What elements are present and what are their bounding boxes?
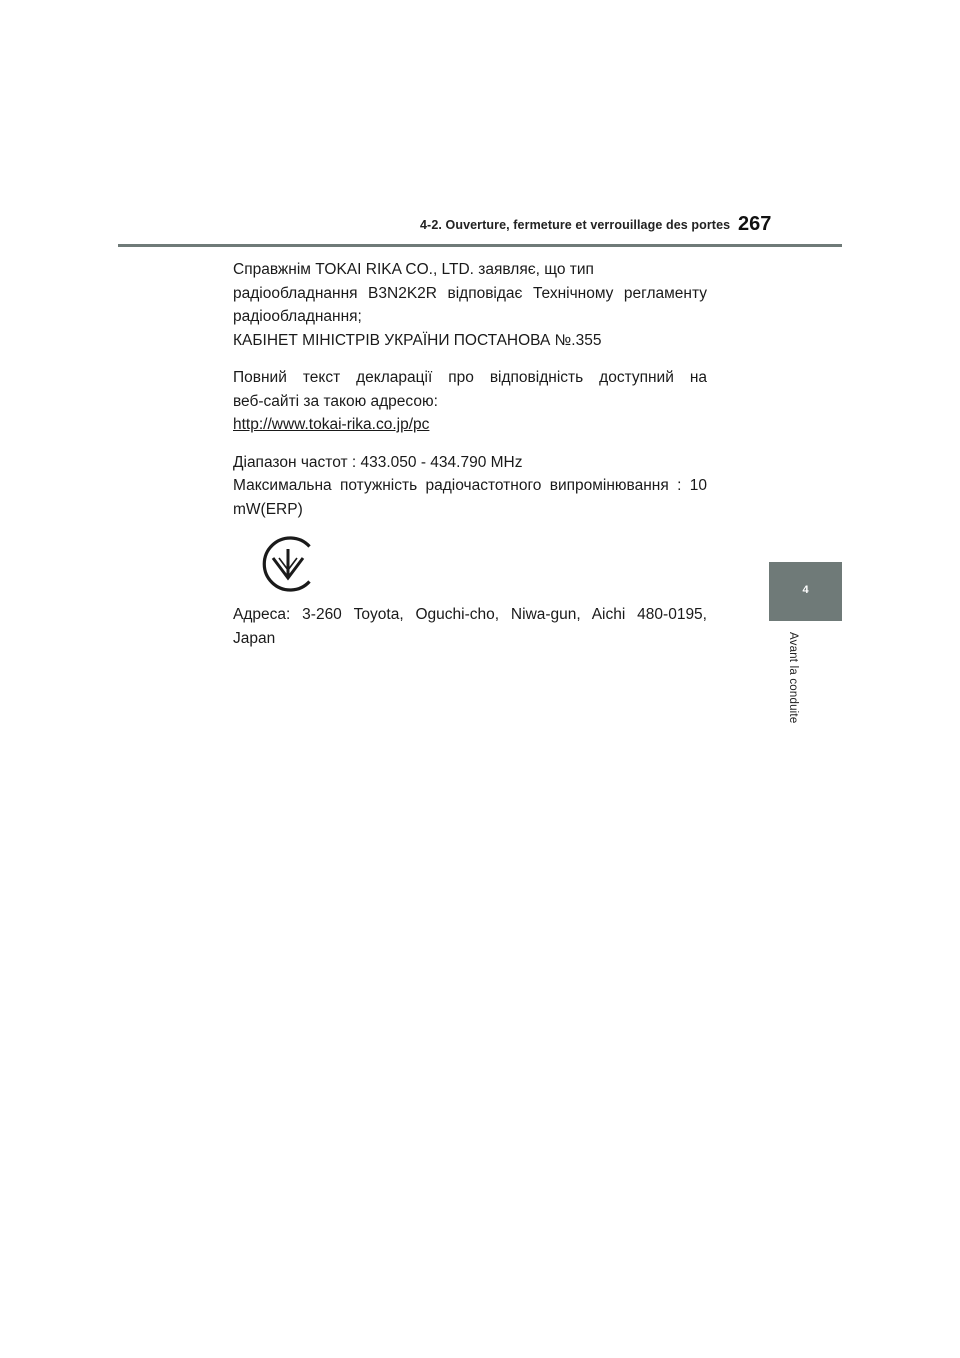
address-line-2: Japan bbox=[233, 629, 276, 647]
ukraine-conformity-mark-icon bbox=[257, 533, 319, 595]
header-rule bbox=[118, 244, 842, 247]
frequency-range: Діапазон частот : 433.050 - 434.790 MHz bbox=[233, 453, 523, 471]
chapter-number: 4 bbox=[802, 584, 809, 596]
chapter-tab bbox=[769, 562, 842, 621]
page-content bbox=[233, 258, 707, 650]
declaration-url-link[interactable]: http://www.tokai-rika.co.jp/pc bbox=[233, 416, 430, 433]
chapter-label: Avant la conduite bbox=[787, 632, 799, 724]
declaration-line-3: радіообладнання; bbox=[233, 308, 362, 325]
full-text-line-1: Повний текст декларації про відповідність доступний на bbox=[233, 369, 707, 386]
page-number: 267 bbox=[738, 213, 772, 235]
section-title: 4-2. Ouverture, fermeture et verrouillage des portes bbox=[420, 218, 731, 232]
declaration-line-1: Справжнім TOKAI RIKA CO., LTD. заявляє, що тип bbox=[233, 261, 594, 278]
declaration-line-2: радіообладнання B3N2K2R відповідає Технічному регламенту bbox=[233, 284, 707, 302]
conformity-mark bbox=[233, 533, 707, 595]
address-line-1: Адреса: 3-260 Toyota, Oguchi-cho, Niwa-gun, Aichi 480-0195, bbox=[233, 606, 707, 623]
declaration-line-4: КАБІНЕТ МІНІСТРІВ УКРАЇНИ ПОСТАНОВА №.355 bbox=[233, 331, 602, 349]
max-power-line-2: mW(ERP) bbox=[233, 500, 303, 518]
full-text-line-2: веб-сайті за такою адресою: bbox=[233, 392, 438, 410]
max-power-line-1: Максимальна потужність радіочастотного випромінювання : 10 bbox=[233, 477, 707, 494]
